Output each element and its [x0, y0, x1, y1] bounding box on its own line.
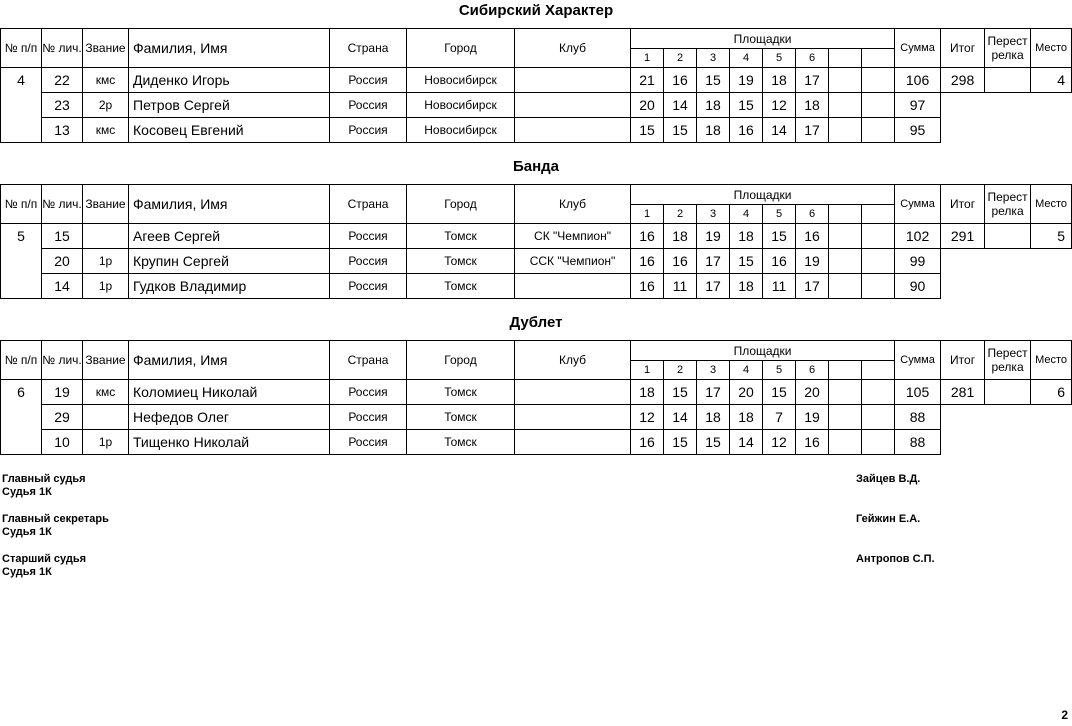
player-club: ССК "Чемпион": [515, 249, 631, 274]
score: 16: [664, 249, 697, 274]
team-perestrelka: [985, 68, 1031, 93]
chief-judge-category: Судья 1К: [2, 486, 52, 498]
player-zvanie: 2р: [83, 93, 129, 118]
score: 19: [697, 224, 730, 249]
team-title: Сибирский Характер: [458, 2, 614, 19]
header-club: Клуб: [515, 29, 631, 68]
header-mesto: Место: [1031, 29, 1072, 68]
team-itog: 291: [941, 224, 985, 249]
player-city: Томск: [407, 380, 515, 405]
score: 18: [730, 274, 763, 299]
player-summa: 102: [895, 224, 941, 249]
header-num-lich: № лич.: [42, 341, 83, 380]
player-summa: 105: [895, 380, 941, 405]
header-country: Страна: [330, 29, 407, 68]
table-row: [1, 274, 1072, 299]
player-club: [515, 430, 631, 455]
player-country: Россия: [330, 405, 407, 430]
player-city: Томск: [407, 274, 515, 299]
team-title: Дублет: [509, 314, 563, 331]
court-number: 2: [664, 361, 697, 380]
player-summa: 99: [895, 249, 941, 274]
header-num-lich: № лич.: [42, 29, 83, 68]
court-number: 2: [664, 49, 697, 68]
header-courts: Площадки: [631, 29, 895, 49]
player-club: [515, 68, 631, 93]
player-summa: 97: [895, 93, 941, 118]
court-number: 5: [763, 205, 796, 224]
player-club: [515, 118, 631, 143]
score: 17: [697, 249, 730, 274]
court-empty: [862, 49, 895, 68]
court-empty: [829, 49, 862, 68]
score: 15: [730, 93, 763, 118]
court-number: 3: [697, 205, 730, 224]
score: 19: [796, 405, 829, 430]
player-lich: 23: [42, 93, 83, 118]
player-name: Диденко Игорь: [129, 68, 330, 93]
header-num-lich: № лич.: [42, 185, 83, 224]
table-row: [1, 68, 1072, 93]
score-empty: [829, 380, 862, 405]
score: 18: [796, 93, 829, 118]
score: 15: [763, 380, 796, 405]
header-perestrelka: Перест релка: [985, 185, 1031, 224]
team-mesto: 4: [1031, 68, 1072, 93]
table-row: [1, 93, 1072, 118]
score: 16: [796, 224, 829, 249]
page-number: 2: [1061, 708, 1068, 722]
header-itog: Итог: [941, 341, 985, 380]
court-number: 1: [631, 205, 664, 224]
team-mesto: 5: [1031, 224, 1072, 249]
player-country: Россия: [330, 118, 407, 143]
score: 12: [631, 405, 664, 430]
team-perestrelka: [985, 224, 1031, 249]
table-row: [1, 118, 1072, 143]
header-name: Фамилия, Имя: [129, 341, 330, 380]
player-city: Томск: [407, 405, 515, 430]
court-number: 3: [697, 49, 730, 68]
score: 15: [664, 430, 697, 455]
header-zvanie: Звание: [83, 341, 129, 380]
score: 17: [796, 68, 829, 93]
score: 7: [763, 405, 796, 430]
player-zvanie: кмс: [83, 380, 129, 405]
header-summa: Сумма: [895, 341, 941, 380]
score: 16: [796, 430, 829, 455]
header-perestrelka: Перест релка: [985, 341, 1031, 380]
player-city: Новосибирск: [407, 118, 515, 143]
score: 18: [697, 93, 730, 118]
score: 19: [796, 249, 829, 274]
header-zvanie: Звание: [83, 185, 129, 224]
score: 17: [796, 118, 829, 143]
score: 18: [664, 224, 697, 249]
player-zvanie: кмс: [83, 118, 129, 143]
score: 20: [796, 380, 829, 405]
score-empty: [829, 249, 862, 274]
score-empty: [829, 118, 862, 143]
header-num-pp: № п/п: [1, 341, 42, 380]
score-empty: [862, 224, 895, 249]
court-number: 6: [796, 49, 829, 68]
header-city: Город: [407, 29, 515, 68]
court-empty: [862, 205, 895, 224]
court-empty: [829, 361, 862, 380]
court-number: 4: [730, 205, 763, 224]
player-country: Россия: [330, 93, 407, 118]
senior-judge-name: Антропов С.П.: [856, 553, 935, 565]
player-lich: 10: [42, 430, 83, 455]
player-zvanie: 1р: [83, 430, 129, 455]
player-summa: 88: [895, 405, 941, 430]
player-city: Томск: [407, 224, 515, 249]
team-block: [0, 156, 1072, 300]
player-name: Петров Сергей: [129, 93, 330, 118]
player-name: Косовец Евгений: [129, 118, 330, 143]
score: 18: [697, 405, 730, 430]
header-club: Клуб: [515, 341, 631, 380]
score: 14: [664, 405, 697, 430]
team-perestrelka: [985, 380, 1031, 405]
header-summa: Сумма: [895, 185, 941, 224]
player-name: Гудков Владимир: [129, 274, 330, 299]
player-club: [515, 380, 631, 405]
score-empty: [862, 118, 895, 143]
table-row: [1, 380, 1072, 405]
score: 11: [763, 274, 796, 299]
score-empty: [829, 93, 862, 118]
chief-judge-title: Главный судья: [2, 473, 86, 485]
score: 18: [697, 118, 730, 143]
player-city: Новосибирск: [407, 93, 515, 118]
score: 15: [631, 118, 664, 143]
score: 18: [730, 224, 763, 249]
player-zvanie: кмс: [83, 68, 129, 93]
header-mesto: Место: [1031, 341, 1072, 380]
score: 11: [664, 274, 697, 299]
results-table: [0, 340, 1072, 455]
header-country: Страна: [330, 185, 407, 224]
header-name: Фамилия, Имя: [129, 185, 330, 224]
senior-judge-block: [2, 553, 86, 579]
court-number: 6: [796, 361, 829, 380]
player-country: Россия: [330, 224, 407, 249]
score: 16: [664, 68, 697, 93]
score-empty: [862, 249, 895, 274]
score-empty: [829, 68, 862, 93]
header-num-pp: № п/п: [1, 185, 42, 224]
team-itog: 298: [941, 68, 985, 93]
chief-secretary-name: Гейжин Е.А.: [856, 513, 921, 525]
player-lich: 15: [42, 224, 83, 249]
table-row: [1, 430, 1072, 455]
team-title: Банда: [512, 158, 560, 175]
court-number: 6: [796, 205, 829, 224]
score: 18: [763, 68, 796, 93]
senior-judge-title: Старший судья: [2, 553, 87, 565]
court-number: 1: [631, 49, 664, 68]
score: 21: [631, 68, 664, 93]
table-row: [1, 249, 1072, 274]
score: 12: [763, 430, 796, 455]
score-empty: [829, 224, 862, 249]
senior-judge-category: Судья 1К: [2, 566, 52, 578]
score-empty: [862, 274, 895, 299]
player-zvanie: [83, 405, 129, 430]
court-number: 1: [631, 361, 664, 380]
court-empty: [829, 205, 862, 224]
score: 17: [697, 274, 730, 299]
score: 16: [763, 249, 796, 274]
chief-secretary-category: Судья 1К: [2, 526, 52, 538]
team-mesto: 6: [1031, 380, 1072, 405]
score: 18: [631, 380, 664, 405]
score: 17: [796, 274, 829, 299]
score: 16: [631, 249, 664, 274]
header-country: Страна: [330, 341, 407, 380]
score-empty: [862, 430, 895, 455]
header-summa: Сумма: [895, 29, 941, 68]
score: 14: [730, 430, 763, 455]
player-summa: 95: [895, 118, 941, 143]
player-lich: 13: [42, 118, 83, 143]
player-country: Россия: [330, 68, 407, 93]
player-club: [515, 405, 631, 430]
player-lich: 14: [42, 274, 83, 299]
header-name: Фамилия, Имя: [129, 29, 330, 68]
player-name: Крупин Сергей: [129, 249, 330, 274]
header-mesto: Место: [1031, 185, 1072, 224]
score: 18: [730, 405, 763, 430]
header-courts: Площадки: [631, 185, 895, 205]
score: 15: [697, 68, 730, 93]
player-zvanie: 1р: [83, 249, 129, 274]
chief-secretary-block: [2, 513, 109, 539]
team-itog: 281: [941, 380, 985, 405]
score: 16: [631, 430, 664, 455]
score: 19: [730, 68, 763, 93]
header-itog: Итог: [941, 185, 985, 224]
score-empty: [862, 68, 895, 93]
header-num-pp: № п/п: [1, 29, 42, 68]
header-city: Город: [407, 341, 515, 380]
score: 16: [631, 224, 664, 249]
score: 16: [631, 274, 664, 299]
player-city: Томск: [407, 430, 515, 455]
table-row: [1, 405, 1072, 430]
score: 20: [730, 380, 763, 405]
player-club: [515, 93, 631, 118]
score-empty: [862, 93, 895, 118]
player-city: Новосибирск: [407, 68, 515, 93]
player-lich: 20: [42, 249, 83, 274]
score-empty: [829, 430, 862, 455]
table-row: [1, 224, 1072, 249]
player-zvanie: 1р: [83, 274, 129, 299]
player-club: СК "Чемпион": [515, 224, 631, 249]
chief-judge-block: [2, 473, 86, 499]
player-summa: 88: [895, 430, 941, 455]
header-club: Клуб: [515, 185, 631, 224]
player-name: Тищенко Николай: [129, 430, 330, 455]
court-number: 5: [763, 49, 796, 68]
team-block: [0, 312, 1072, 456]
player-country: Россия: [330, 380, 407, 405]
score-empty: [829, 405, 862, 430]
player-city: Томск: [407, 249, 515, 274]
score: 12: [763, 93, 796, 118]
team-num-pp: 5: [1, 224, 42, 299]
player-summa: 106: [895, 68, 941, 93]
score-empty: [862, 380, 895, 405]
chief-secretary-title: Главный секретарь: [2, 513, 109, 525]
header-courts: Площадки: [631, 341, 895, 361]
score: 15: [763, 224, 796, 249]
player-zvanie: [83, 224, 129, 249]
score: 15: [697, 430, 730, 455]
header-perestrelka: Перест релка: [985, 29, 1031, 68]
results-table: [0, 184, 1072, 299]
player-lich: 22: [42, 68, 83, 93]
team-num-pp: 4: [1, 68, 42, 143]
player-country: Россия: [330, 274, 407, 299]
header-itog: Итог: [941, 29, 985, 68]
player-name: Нефедов Олег: [129, 405, 330, 430]
score: 17: [697, 380, 730, 405]
player-lich: 29: [42, 405, 83, 430]
score: 15: [730, 249, 763, 274]
player-country: Россия: [330, 430, 407, 455]
score: 15: [664, 118, 697, 143]
score-empty: [829, 274, 862, 299]
court-number: 3: [697, 361, 730, 380]
team-num-pp: 6: [1, 380, 42, 455]
header-zvanie: Звание: [83, 29, 129, 68]
header-city: Город: [407, 185, 515, 224]
player-club: [515, 274, 631, 299]
court-number: 4: [730, 49, 763, 68]
player-name: Агеев Сергей: [129, 224, 330, 249]
score: 14: [763, 118, 796, 143]
team-block: [0, 0, 1072, 144]
score: 15: [664, 380, 697, 405]
chief-judge-name: Зайцев В.Д.: [856, 473, 921, 485]
court-number: 5: [763, 361, 796, 380]
score-empty: [862, 405, 895, 430]
results-table: [0, 28, 1072, 143]
player-summa: 90: [895, 274, 941, 299]
court-number: 4: [730, 361, 763, 380]
court-empty: [862, 361, 895, 380]
player-lich: 19: [42, 380, 83, 405]
score: 20: [631, 93, 664, 118]
player-country: Россия: [330, 249, 407, 274]
score: 14: [664, 93, 697, 118]
score: 16: [730, 118, 763, 143]
player-name: Коломиец Николай: [129, 380, 330, 405]
court-number: 2: [664, 205, 697, 224]
